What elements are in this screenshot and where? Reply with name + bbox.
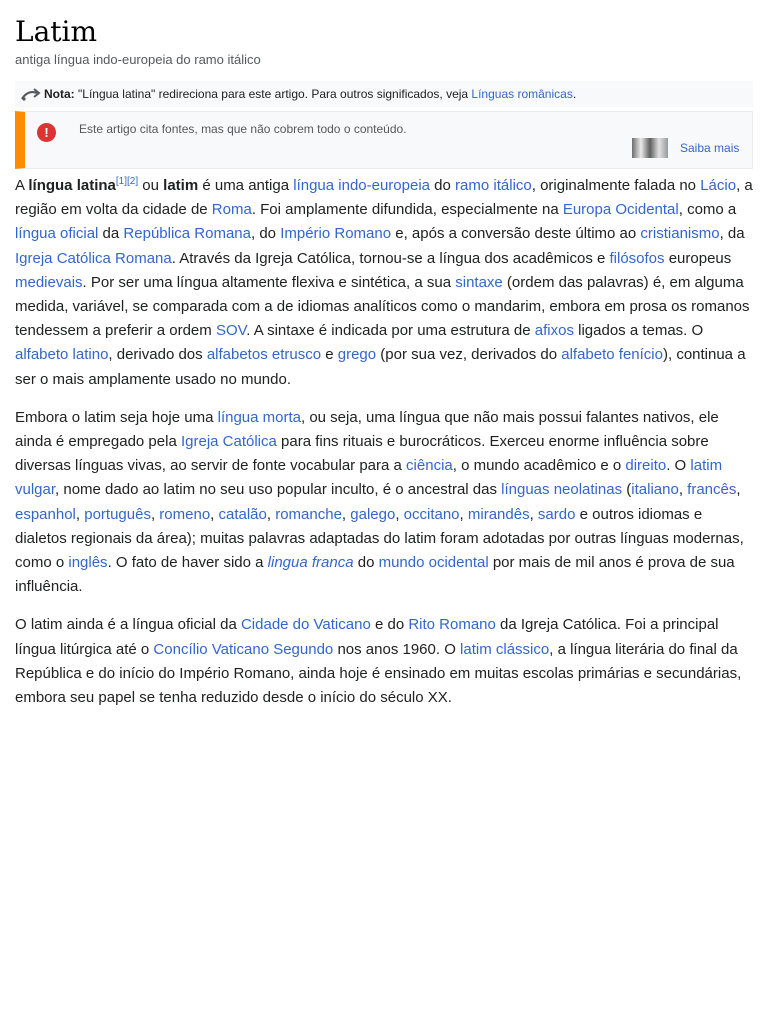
text-run: . A sintaxe é indicada por uma estrutura de (246, 322, 535, 340)
article-link[interactable]: romeno (159, 505, 211, 523)
text-run: é uma antiga (198, 177, 294, 194)
text-run: A (15, 177, 29, 194)
text-run: , do (251, 225, 281, 243)
text-run: , (459, 505, 468, 523)
hatnote-body: "Língua latina" redireciona para este artigo. Para outros significados, veja (74, 87, 472, 101)
article-link[interactable]: Concílio Vaticano Segundo (153, 640, 334, 658)
article-link[interactable]: SOV (215, 322, 247, 340)
text-run: , (395, 505, 404, 523)
text-run: por mais de mil anos é prova de sua influência. (15, 554, 735, 596)
citation-link[interactable]: [2] (127, 176, 139, 187)
text-run: ( (622, 481, 632, 499)
article-link[interactable]: francês (687, 481, 737, 499)
article-link[interactable]: mirandês (467, 505, 530, 523)
article-link[interactable]: Lácio (700, 177, 737, 194)
text-run: . Por ser uma língua altamente flexiva e sintética, a sua (82, 273, 456, 291)
text-run: . Através da Igreja Católica, tornou-se a língua dos acadêmicos e (171, 249, 610, 267)
text-run: , (736, 481, 741, 499)
article-link[interactable]: sintaxe (455, 273, 503, 291)
warning-message: Este artigo cita fontes, mas que não cobrem todo o conteúdo. (79, 122, 407, 136)
text-run: da (98, 225, 124, 243)
article-link[interactable]: latim clássico (460, 640, 550, 658)
text-run: para fins rituais e burocráticos. Exerceu enorme influência sobre diversas línguas vivas, ao servir de fonte vocabular para a (15, 433, 709, 475)
article-link[interactable]: Império Romano (280, 225, 392, 243)
article-link[interactable]: occitano (403, 505, 460, 523)
article-link[interactable]: alfabeto latino (15, 346, 109, 364)
text-run: , (75, 505, 85, 523)
article-link[interactable]: alfabetos etrusco (206, 346, 322, 364)
text-run: e outros idiomas e dialetos regionais da área); muitas palavras adaptadas do latim foram adotadas por outras línguas modernas, como o (15, 505, 744, 572)
article-link[interactable]: filósofos (609, 249, 665, 267)
text-run: ou (138, 177, 164, 194)
article-link[interactable]: Roma (211, 201, 252, 219)
text-run: , ou seja, uma língua que não mais possui falantes nativos, ele ainda é empregado pela (15, 408, 719, 451)
article-link[interactable]: português (84, 505, 151, 523)
article-link[interactable]: inglês (68, 554, 108, 572)
text-run: nos anos 1960. O (333, 640, 461, 658)
article-link[interactable]: cristianismo (640, 225, 720, 243)
hatnote (15, 81, 753, 107)
article-link[interactable]: língua indo-europeia (293, 177, 431, 194)
text-run: , (150, 505, 160, 523)
text-run: e, após a conversão deste último ao (391, 225, 641, 243)
article-link[interactable]: ramo itálico (455, 177, 532, 194)
article-link[interactable]: alfabeto fenício (561, 346, 663, 364)
text-run: . O fato de haver sido a (107, 554, 268, 572)
hatnote-link[interactable]: Línguas românicas (471, 87, 573, 101)
citation-warning-box (15, 111, 753, 169)
text-run: , da (719, 225, 745, 243)
page-subtitle: antiga língua indo-europeia do ramo itálico (15, 52, 261, 67)
article-link[interactable]: direito (625, 457, 667, 475)
text-run: , nome dado ao latim no seu uso popular inculto, é o ancestral das (55, 481, 502, 499)
learn-more-link[interactable]: Saiba mais (680, 141, 740, 155)
article-link[interactable]: latim vulgar (15, 457, 723, 499)
text-run: , (341, 505, 351, 523)
text-run: , (529, 505, 538, 523)
article-link[interactable]: lingua franca (267, 554, 354, 572)
article-link[interactable]: italiano (631, 481, 679, 499)
text-run: , originalmente falada no (531, 177, 701, 194)
page-title: Latim (15, 15, 98, 48)
article-link[interactable]: línguas neolatinas (501, 481, 623, 499)
article-link[interactable]: grego (337, 346, 377, 364)
text-run: ligados a temas. O (573, 322, 704, 340)
hatnote-end: . (572, 87, 577, 101)
hatnote-text (44, 81, 576, 107)
text-run: . O (666, 457, 691, 475)
text-run: , a língua literária do final da República e do início do Império Romano, ainda hoje é ensinado em muitas escolas primárias e secundárias, embora seu papel se tenha reduzido desde o início do século XX. (15, 640, 742, 707)
article-link[interactable]: língua oficial (15, 225, 99, 243)
article-link[interactable]: Igreja Católica (180, 433, 277, 451)
article-link[interactable]: ciência (406, 457, 453, 475)
hatnote-label: Nota: (44, 87, 75, 101)
article-link[interactable]: Europa Ocidental (562, 201, 679, 219)
text-run: , (678, 481, 688, 499)
exclamation-circle-icon: ! (37, 123, 56, 142)
warning-graphic (632, 138, 668, 158)
text-run: Embora o latim seja hoje uma (15, 408, 218, 426)
article-link[interactable]: mundo ocidental (378, 554, 489, 572)
paragraph (15, 406, 753, 600)
text-run: europeus (664, 249, 732, 267)
article-link[interactable]: sardo (537, 505, 576, 523)
text-run: . Foi amplamente difundida, especialmente na (251, 201, 563, 219)
article-link[interactable]: espanhol (15, 505, 76, 523)
text-run: , derivado dos (108, 346, 207, 364)
text-run: e do (370, 616, 409, 634)
text-run: (por sua vez, derivados do (376, 346, 562, 364)
article-link[interactable]: romanche (275, 505, 342, 523)
article-link[interactable]: Cidade do Vaticano (240, 616, 371, 634)
article-link[interactable]: República Romana (123, 225, 251, 243)
citation-link[interactable]: [1] (115, 176, 127, 187)
text-run: O latim ainda é a língua oficial da (15, 616, 241, 634)
text-run: , (210, 505, 219, 523)
bold-term: língua latina (28, 177, 116, 194)
article-link[interactable]: Rito Romano (408, 616, 496, 634)
article-link[interactable]: catalão (218, 505, 267, 523)
text-run: (ordem das palavras) é, em alguma medida, variável, se comparada com a de idiomas analíticos como o mandarim, embora em prosa os romanos tendessem a preferir a ordem (15, 273, 750, 340)
text-run: do (430, 177, 456, 194)
redirect-arrow-icon (21, 87, 41, 101)
text-run: do (353, 554, 379, 572)
text-run: da Igreja Católica. Foi a principal língua litúrgica até o (15, 616, 719, 658)
article-content (15, 174, 753, 724)
article-link[interactable]: afixos (534, 322, 574, 340)
paragraph (15, 174, 753, 392)
article-link[interactable]: língua morta (217, 408, 301, 426)
text-run: , como a (678, 201, 737, 219)
text-run: , a região em volta da cidade de (15, 177, 753, 219)
text-run: e (321, 346, 338, 364)
bold-term: latim (163, 177, 199, 194)
text-run: ), continua a ser o mais amplamente usado no mundo. (15, 346, 746, 388)
paragraph (15, 613, 753, 710)
article-link[interactable]: galego (350, 505, 396, 523)
article-link[interactable]: Igreja Católica Romana (15, 249, 172, 267)
text-run: , o mundo acadêmico e o (452, 457, 626, 475)
text-run: , (266, 505, 276, 523)
article-link[interactable]: medievais (15, 273, 83, 291)
